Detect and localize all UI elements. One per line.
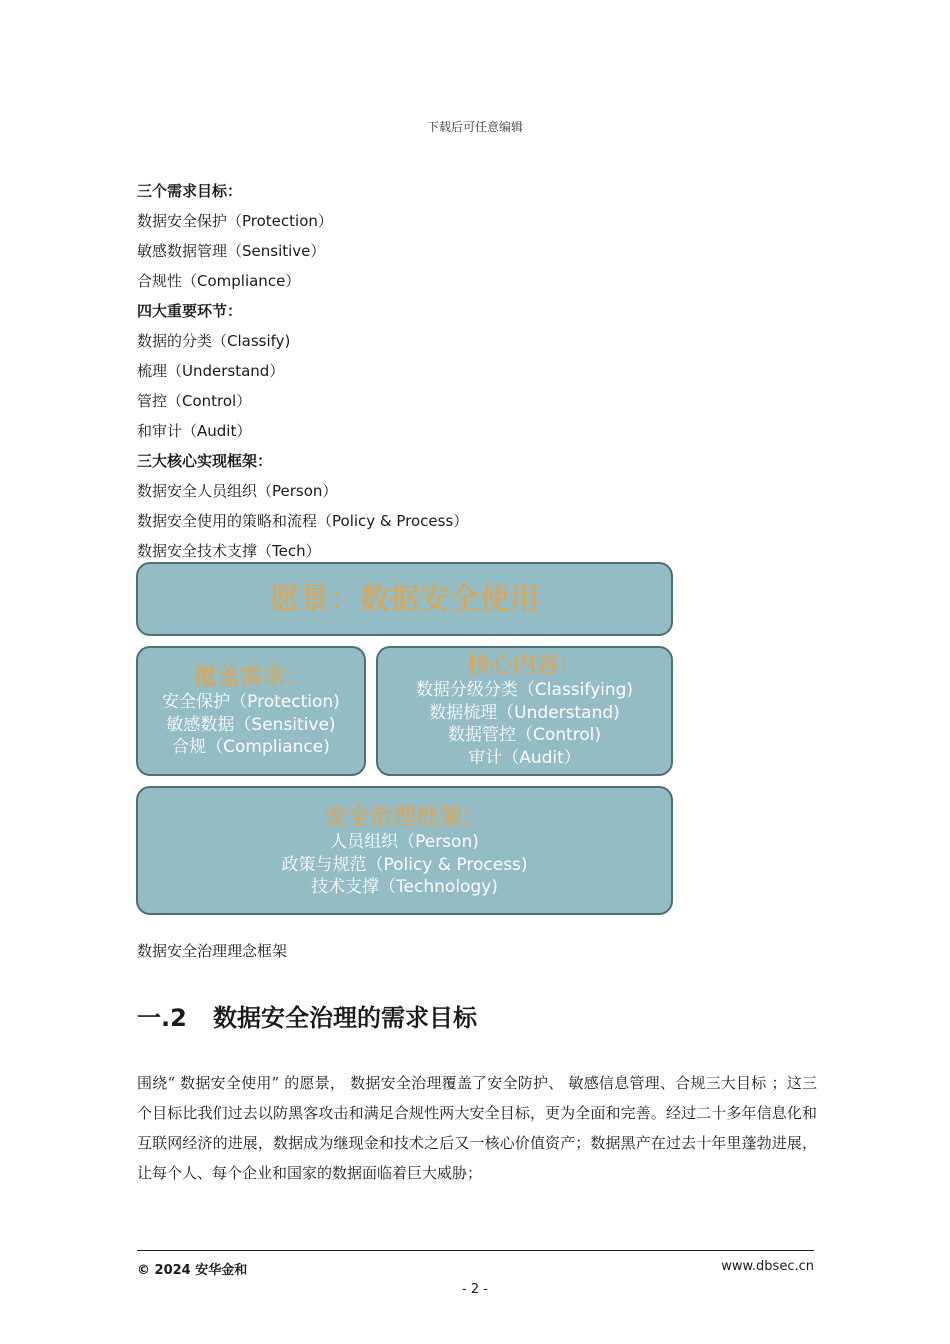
core-item: 数据管控（Control) xyxy=(447,725,602,745)
governance-diagram xyxy=(136,562,673,915)
list-item: 数据的分类（Classify) xyxy=(137,332,291,350)
list-item: 管控（Control） xyxy=(137,392,252,410)
footer-website: www.dbsec.cn xyxy=(721,1259,814,1274)
header-note: 下载后可任意编辑 xyxy=(426,120,523,134)
list-item: 数据安全使用的策略和流程（Policy & Process） xyxy=(137,512,469,530)
section-title-text: 数据安全治理的需求目标 xyxy=(213,1004,477,1032)
framework-title: 安全治理框架： xyxy=(324,804,485,830)
body-paragraph: 围绕“ 数据安全使用” 的愿景， 数据安全治理覆盖了安全防护、 敏感信息管理、合规三大目标 ；这三个目标比我们过去以防黑客攻击和满足合规性两大安全目标，更为全面和完善。经过二十多年信息化和互联网经济的进展，数据成为继现金和技术之后又一核心价值资产；数据黑产在过去十年里蓬勃进展，让每个人、每个企业和国家的数据面临着巨大威胁； xyxy=(137,1074,817,1182)
needs-item: 安全保护（Protection) xyxy=(162,692,340,712)
needs-box xyxy=(136,646,366,776)
list-heading: 三个需求目标： xyxy=(137,182,243,200)
list-item: 敏感数据管理（Sensitive） xyxy=(137,242,326,260)
list-item: 梳理（Understand） xyxy=(137,362,285,380)
framework-item: 人员组织（Person) xyxy=(330,832,479,852)
list-item: 数据安全人员组织（Person） xyxy=(137,482,338,500)
vision-box xyxy=(136,562,673,636)
list-item: 和审计（Audit） xyxy=(137,422,252,440)
intro-list xyxy=(137,176,817,566)
list-item: 合规性（Compliance） xyxy=(137,272,301,290)
core-box xyxy=(376,646,673,776)
framework-item: 政策与规范（Policy & Process) xyxy=(281,854,528,875)
needs-item: 合规（Compliance) xyxy=(172,737,330,757)
diagram-caption: 数据安全治理理念框架 xyxy=(137,942,288,960)
section-number: 一.2 xyxy=(137,1004,187,1032)
framework-box xyxy=(136,786,673,915)
core-title: 核心内容： xyxy=(467,652,582,678)
list-item: 数据安全保护（Protection） xyxy=(137,212,333,230)
vision-title: 愿景：数据安全使用 xyxy=(269,582,540,617)
section-heading xyxy=(137,998,477,1033)
footer-divider xyxy=(137,1250,814,1251)
page-number: - 2 - xyxy=(462,1282,488,1297)
list-item: 数据安全技术支撑（Tech） xyxy=(137,542,321,560)
framework-item: 技术支撑（Technology) xyxy=(311,877,498,897)
needs-title: 覆盖需求： xyxy=(193,664,309,690)
needs-item: 敏感数据（Sensitive) xyxy=(166,714,336,735)
core-item: 审计（Audit） xyxy=(468,747,581,768)
core-item: 数据梳理（Understand) xyxy=(429,702,620,723)
list-heading: 四大重要环节： xyxy=(137,302,243,320)
footer-copyright: © 2024 安华金和 xyxy=(137,1263,248,1278)
list-heading: 三大核心实现框架： xyxy=(137,452,273,470)
core-item: 数据分级分类（Classifying) xyxy=(415,680,634,700)
